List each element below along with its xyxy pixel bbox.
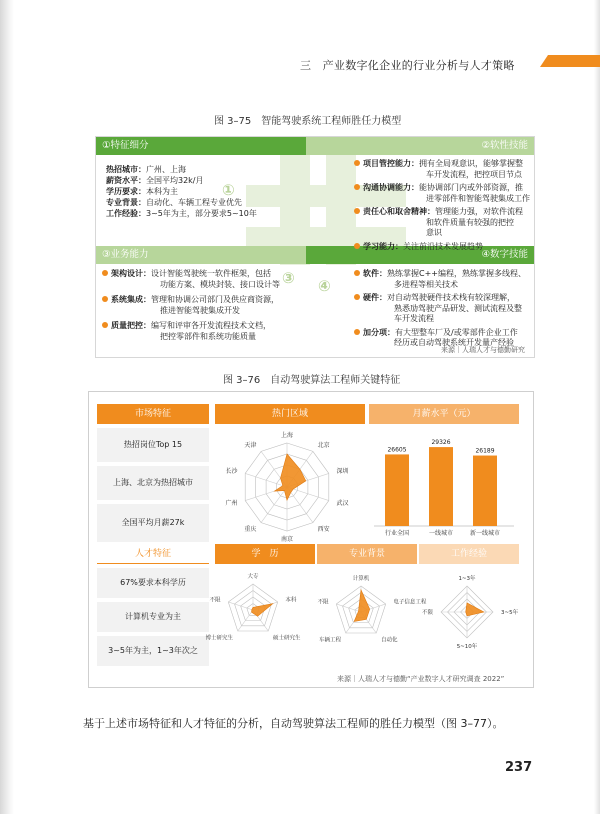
bullet-continuation: 多进程等相关技术: [394, 279, 458, 289]
page-number: 237: [505, 760, 533, 775]
bullet-text: 关注前沿技术发展趋势: [403, 241, 483, 251]
bullet-continuation: 推进智能驾驶集成开发: [160, 305, 240, 315]
bullet-item: [354, 293, 526, 325]
bullet-key: 硬件：: [363, 293, 387, 302]
ghost-number-4: ④: [318, 277, 331, 295]
figure-3-75-title: 图 3–75 智能驾驶系统工程师胜任力模型: [214, 116, 402, 127]
talent-fact: 67%要求本科学历: [97, 568, 209, 598]
feature-value: 自动化、车辆工程专业优先: [146, 198, 242, 207]
bullet-continuation: 把控零部件和系统功能质量: [160, 331, 256, 341]
market-fact: 热招岗位Top 15: [97, 428, 209, 462]
feature-key: 薪资水平：: [106, 176, 146, 185]
feature-row: [106, 198, 257, 209]
bullet-text: 对自动驾驶硬件技术栈有较深理解，: [387, 293, 515, 302]
experience-radar-category-label: 不限: [421, 609, 433, 616]
salary-value-label: 26605: [387, 446, 407, 454]
bullet-dot-icon: [102, 322, 108, 328]
bullet-key: 加分项：: [363, 327, 395, 337]
bullet-item: [102, 295, 280, 316]
salary-category-label: 行业全国: [384, 530, 410, 537]
bullet-line: [102, 321, 280, 332]
talent-feature-header: 人才特征: [97, 544, 209, 564]
hot-region-radar-category-label: 武汉: [336, 500, 349, 508]
feature-value: 本科为主: [146, 187, 178, 196]
feature-row: [106, 165, 257, 176]
bullet-text: 有大型整车厂及/或零部件企业工作: [395, 327, 518, 337]
figure-3-76-title: 图 3–76 自动驾驶算法工程师关键特征: [223, 375, 401, 386]
major-radar-category-label: 自动化: [380, 637, 398, 644]
figure-3-75: [95, 136, 535, 358]
page-edge-shadow: [594, 0, 600, 814]
bullet-text: 编写和评审各开发流程技术文档，: [151, 321, 271, 330]
experience-radar-category-label: 1~3年: [458, 575, 476, 582]
bullet-dot-icon: [354, 243, 360, 249]
hot-region-radar-category-label: 深圳: [336, 467, 349, 475]
bullet-text: 设计智能驾驶统一软件框架，包括: [151, 269, 271, 278]
bullet-line: [354, 293, 526, 304]
hot-region-radar-category-label: 西安: [317, 526, 330, 534]
bullet-text: 管理和协调公司部门及供应商资源，: [151, 295, 279, 304]
education-radar-category-label: 本科: [285, 597, 297, 604]
bullet-key: 学习能力：: [363, 241, 403, 251]
salary-value-label: 26189: [475, 447, 495, 455]
feature-list: [106, 165, 257, 220]
bullet-dot-icon: [354, 294, 360, 300]
bullet-key: 架构设计：: [111, 269, 151, 278]
feature-key: 学历要求：: [106, 187, 146, 196]
bullet-text: 熟练掌握C++编程，熟练掌握多线程、: [387, 269, 526, 278]
salary-bar: [473, 456, 497, 526]
bullet-continuation: 车开发流程，把控项目节点: [426, 169, 522, 179]
feature-row: [106, 209, 257, 220]
band-soft-skills: ②软性技能: [306, 137, 534, 155]
bullet-dot-icon: [354, 160, 360, 166]
bullet-item: [354, 183, 530, 204]
hot-region-radar-data-area: [274, 454, 305, 500]
experience-radar-category-label: 3~5年: [501, 609, 519, 616]
bullet-continuation: 经历或自动驾驶系统开发量产经验: [394, 338, 514, 347]
market-fact: 上海、北京为热招城市: [97, 466, 209, 500]
bullet-line: [354, 242, 530, 253]
major-radar-category-label: 车辆工程: [318, 637, 342, 644]
bullet-text: 能协调部门内或外部资源，推: [419, 183, 523, 192]
bullet-text: 管理能力强，对软件流程: [435, 207, 523, 216]
bullet-key: 责任心和取舍精神：: [363, 207, 435, 216]
feature-value: 广州、上海: [146, 165, 186, 174]
major-radar-category-label: 计算机: [352, 575, 370, 582]
page-fold-shadow: [0, 0, 14, 814]
hot-region-header: 热门区域: [215, 404, 365, 424]
bullet-line: [102, 269, 280, 280]
soft-skills-list: [354, 159, 530, 255]
bullet-dot-icon: [354, 208, 360, 214]
bullet-item: [354, 269, 526, 290]
hot-region-radar-category-label: 南京: [280, 536, 294, 543]
experience-radar-category-label: 5~10年: [456, 643, 478, 650]
bullet-item: [102, 321, 280, 342]
bullet-key: 系统集成：: [111, 295, 151, 304]
feature-value: 全国平均32k/月: [146, 176, 204, 185]
bullet-item: [354, 242, 530, 253]
running-head-accent-bar: [548, 55, 600, 67]
business-list: [102, 269, 280, 347]
major-header: 专业背景: [317, 544, 417, 564]
major-radar-category-label: 不限: [317, 599, 329, 606]
bullet-dot-icon: [354, 270, 360, 276]
feature-row: [106, 176, 257, 187]
salary-value-label: 29326: [431, 439, 451, 447]
salary-bar: [429, 447, 453, 526]
education-radar-category-label: 硕士研究生: [272, 635, 301, 642]
bullet-item: [102, 269, 280, 290]
figure-3-75-source: 来源｜人瑞人才与德勤研究: [441, 346, 525, 354]
bullet-line: [354, 269, 526, 280]
salary-header: 月薪水平（元）: [369, 404, 519, 424]
salary-bar: [385, 454, 409, 526]
figure-3-76-charts: [89, 392, 535, 689]
education-header: 学 历: [215, 544, 315, 564]
market-fact: 全国平均月薪27k: [97, 504, 209, 542]
bullet-key: 项目管控能力：: [363, 159, 419, 168]
feature-key: 热招城市：: [106, 165, 146, 174]
bullet-continuation: 车开发流程: [394, 314, 434, 323]
education-radar-category-label: 不限: [209, 597, 221, 604]
bullet-key: 质量把控：: [111, 321, 151, 330]
band-digital: ④数字技能: [306, 246, 534, 264]
education-radar-category-label: 大专: [247, 573, 259, 580]
hot-region-radar-category-label: 广州: [225, 500, 238, 508]
bullet-line: [354, 159, 530, 170]
bullet-continuation: 意识: [426, 228, 442, 237]
bullet-line: [354, 207, 530, 218]
band-feature: ①特征细分: [96, 137, 306, 155]
hot-region-radar-category-label: 重庆: [244, 526, 257, 534]
bullet-item: [354, 159, 530, 180]
feature-value: 3~5年为主，部分要求5~10年: [146, 209, 257, 218]
bullet-line: [354, 183, 530, 194]
bullet-continuation: 熟悉劢驾驶产品研发、测试流程及整: [394, 303, 522, 313]
bullet-continuation: 进零部件和智能驾驶集成工作: [426, 193, 530, 203]
experience-header: 工作经验: [419, 544, 519, 564]
education-radar-category-label: 博士研究生: [205, 635, 234, 642]
hot-region-radar-category-label: 北京: [317, 441, 330, 449]
running-head: 三 产业数字化企业的行业分析与人才策略: [300, 59, 515, 72]
bullet-continuation: 和软件质量有较强的把控: [426, 217, 514, 227]
figure-3-76-source: 来源｜人瑞人才与德勤“产业数字人才研究调查 2022”: [337, 675, 505, 683]
bullet-dot-icon: [102, 296, 108, 302]
major-radar-category-label: 电子信息工程: [393, 599, 427, 606]
bullet-item: [354, 207, 530, 239]
major-radar-data-area: [354, 590, 370, 622]
digital-list: [354, 269, 526, 352]
bullet-dot-icon: [354, 329, 360, 335]
hot-region-radar-category-label: 长沙: [225, 467, 238, 475]
experience-radar-data-area: [466, 603, 484, 616]
figure-3-76: [88, 391, 534, 688]
ghost-number-3: ③: [282, 269, 295, 287]
feature-row: [106, 187, 257, 198]
body-paragraph: 基于上述市场特征和人才特征的分析，自动驾驶算法工程师的胜任力模型（图 3–77）。: [83, 717, 504, 730]
feature-key: 工作经验：: [106, 209, 146, 218]
salary-category-label: 一线城市: [428, 530, 454, 537]
bullet-key: 沟通协调能力：: [363, 183, 419, 192]
bullet-dot-icon: [354, 184, 360, 190]
feature-key: 专业背景：: [106, 198, 146, 207]
band-business: ③业务能力: [96, 246, 306, 264]
talent-fact: 计算机专业为主: [97, 602, 209, 632]
salary-category-label: 新一线城市: [469, 530, 501, 537]
bullet-dot-icon: [102, 270, 108, 276]
hot-region-radar-axis: [261, 487, 287, 523]
bullet-continuation: 功能方案、模块封装、接口设计等: [160, 279, 280, 289]
hot-region-radar-category-label: 上海: [280, 432, 294, 439]
talent-fact: 3~5年为主，1~3年次之: [97, 636, 209, 666]
hot-region-radar-category-label: 天津: [244, 441, 257, 449]
ghost-number-1: ①: [222, 181, 235, 199]
bullet-line: [354, 328, 526, 339]
bullet-key: 软件：: [363, 269, 387, 278]
bullet-line: [102, 295, 280, 306]
bullet-text: 拥有全局观意识，能够掌握整: [419, 159, 523, 168]
market-feature-header: 市场特征: [97, 404, 209, 424]
